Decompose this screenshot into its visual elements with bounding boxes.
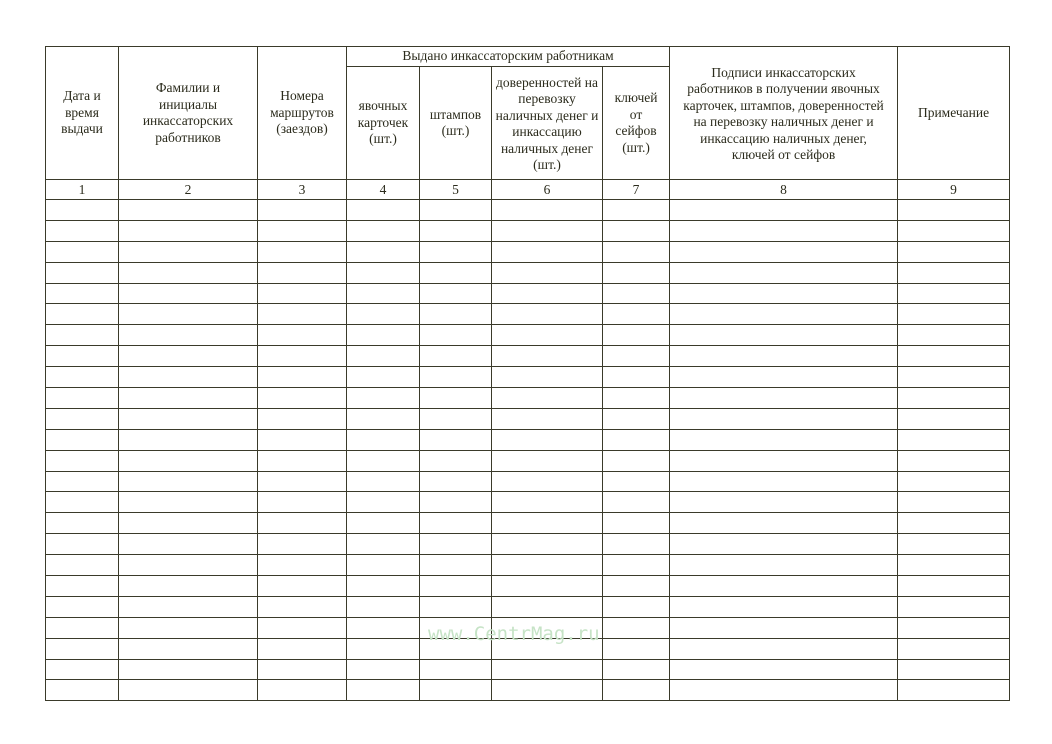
table-cell[interactable]	[46, 200, 119, 221]
table-cell[interactable]	[119, 513, 258, 534]
table-cell[interactable]	[420, 659, 492, 680]
table-cell[interactable]	[420, 596, 492, 617]
column-number: 5	[420, 180, 492, 200]
table-cell[interactable]	[492, 534, 603, 555]
table-cell[interactable]	[258, 325, 347, 346]
table-cell[interactable]	[898, 492, 1010, 513]
table-cell[interactable]	[670, 450, 898, 471]
table-cell[interactable]	[670, 220, 898, 241]
table-cell[interactable]	[492, 200, 603, 221]
column-number-row	[46, 180, 1010, 200]
table-row	[46, 513, 1010, 534]
table-cell[interactable]	[258, 576, 347, 597]
table-cell[interactable]	[258, 555, 347, 576]
table-cell[interactable]	[46, 659, 119, 680]
table-cell[interactable]	[898, 450, 1010, 471]
header-issued-group: Выдано инкассаторским работникам	[347, 47, 670, 67]
table-row	[46, 450, 1010, 471]
table-row	[46, 659, 1010, 680]
table-row	[46, 220, 1010, 241]
table-cell[interactable]	[898, 283, 1010, 304]
table-cell[interactable]	[898, 367, 1010, 388]
table-row	[46, 471, 1010, 492]
table-cell[interactable]	[258, 513, 347, 534]
table-cell[interactable]	[258, 659, 347, 680]
table-cell[interactable]	[670, 513, 898, 534]
table-row	[46, 534, 1010, 555]
table-cell[interactable]	[420, 492, 492, 513]
table-cell[interactable]	[898, 471, 1010, 492]
table-cell[interactable]	[46, 555, 119, 576]
table-row	[46, 283, 1010, 304]
table-cell[interactable]	[492, 659, 603, 680]
column-number: 8	[670, 180, 898, 200]
table-cell[interactable]	[492, 576, 603, 597]
table-cell[interactable]	[347, 367, 420, 388]
table-cell[interactable]	[347, 617, 420, 638]
table-cell[interactable]	[420, 471, 492, 492]
table-cell[interactable]	[670, 408, 898, 429]
column-number: 4	[347, 180, 420, 200]
table-cell[interactable]	[258, 388, 347, 409]
table-cell[interactable]	[46, 471, 119, 492]
table-cell[interactable]	[347, 555, 420, 576]
table-cell[interactable]	[492, 680, 603, 701]
table-cell[interactable]	[119, 200, 258, 221]
table-cell[interactable]	[119, 220, 258, 241]
table-cell[interactable]	[119, 534, 258, 555]
table-cell[interactable]	[347, 325, 420, 346]
table-cell[interactable]	[670, 659, 898, 680]
table-cell[interactable]	[420, 346, 492, 367]
table-cell[interactable]	[258, 304, 347, 325]
journal-table	[45, 46, 1010, 701]
table-cell[interactable]	[347, 638, 420, 659]
table-cell[interactable]	[603, 596, 670, 617]
table-cell[interactable]	[46, 576, 119, 597]
table-row	[46, 576, 1010, 597]
table-cell[interactable]	[603, 304, 670, 325]
table-cell[interactable]	[603, 283, 670, 304]
table-cell[interactable]	[347, 241, 420, 262]
table-cell[interactable]	[670, 471, 898, 492]
table-cell[interactable]	[898, 388, 1010, 409]
table-row	[46, 388, 1010, 409]
table-cell[interactable]	[46, 450, 119, 471]
table-cell[interactable]	[347, 576, 420, 597]
table-cell[interactable]	[898, 408, 1010, 429]
table-cell[interactable]	[46, 241, 119, 262]
table-cell[interactable]	[46, 346, 119, 367]
table-cell[interactable]	[347, 429, 420, 450]
table-cell[interactable]	[670, 304, 898, 325]
table-cell[interactable]	[119, 262, 258, 283]
table-row	[46, 262, 1010, 283]
table-cell[interactable]	[258, 241, 347, 262]
table-cell[interactable]	[46, 596, 119, 617]
table-cell[interactable]	[258, 596, 347, 617]
table-cell[interactable]	[898, 220, 1010, 241]
table-cell[interactable]	[347, 513, 420, 534]
table-cell[interactable]	[420, 555, 492, 576]
table-cell[interactable]	[420, 325, 492, 346]
table-cell[interactable]	[603, 429, 670, 450]
table-cell[interactable]	[347, 450, 420, 471]
table-cell[interactable]	[46, 492, 119, 513]
table-cell[interactable]	[420, 388, 492, 409]
table-cell[interactable]	[492, 596, 603, 617]
table-cell[interactable]	[492, 283, 603, 304]
table-cell[interactable]	[46, 408, 119, 429]
header-notes: Примечание	[898, 47, 1010, 180]
table-cell[interactable]	[492, 492, 603, 513]
watermark: www.CentrMag.ru	[428, 623, 600, 645]
table-cell[interactable]	[603, 367, 670, 388]
table-cell[interactable]	[603, 450, 670, 471]
table-cell[interactable]	[119, 638, 258, 659]
table-cell[interactable]	[119, 408, 258, 429]
table-cell[interactable]	[258, 534, 347, 555]
table-cell[interactable]	[119, 325, 258, 346]
table-cell[interactable]	[603, 513, 670, 534]
table-row	[46, 596, 1010, 617]
table-cell[interactable]	[258, 346, 347, 367]
table-cell[interactable]	[670, 429, 898, 450]
table-cell[interactable]	[119, 304, 258, 325]
table-cell[interactable]	[603, 617, 670, 638]
column-number: 3	[258, 180, 347, 200]
table-cell[interactable]	[898, 617, 1010, 638]
table-cell[interactable]	[603, 659, 670, 680]
table-cell[interactable]	[492, 304, 603, 325]
table-cell[interactable]	[670, 388, 898, 409]
table-cell[interactable]	[670, 367, 898, 388]
table-cell[interactable]	[492, 241, 603, 262]
table-cell[interactable]	[603, 262, 670, 283]
table-cell[interactable]	[603, 346, 670, 367]
table-cell[interactable]	[258, 220, 347, 241]
column-number: 6	[492, 180, 603, 200]
table-cell[interactable]	[898, 638, 1010, 659]
table-cell[interactable]	[420, 283, 492, 304]
table-cell[interactable]	[258, 450, 347, 471]
table-cell[interactable]	[420, 429, 492, 450]
table-cell[interactable]	[898, 325, 1010, 346]
table-cell[interactable]	[258, 638, 347, 659]
table-cell[interactable]	[898, 346, 1010, 367]
table-cell[interactable]	[258, 492, 347, 513]
table-cell[interactable]	[119, 388, 258, 409]
table-cell[interactable]	[119, 241, 258, 262]
table-cell[interactable]	[46, 262, 119, 283]
table-cell[interactable]	[492, 471, 603, 492]
table-cell[interactable]	[119, 596, 258, 617]
table-cell[interactable]	[347, 388, 420, 409]
table-row	[46, 555, 1010, 576]
table-cell[interactable]	[46, 367, 119, 388]
table-row	[46, 367, 1010, 388]
table-cell[interactable]	[603, 534, 670, 555]
table-cell[interactable]	[492, 429, 603, 450]
table-cell[interactable]	[492, 367, 603, 388]
table-cell[interactable]	[420, 680, 492, 701]
table-row	[46, 492, 1010, 513]
table-cell[interactable]	[258, 408, 347, 429]
table-cell[interactable]	[898, 555, 1010, 576]
table-cell[interactable]	[347, 220, 420, 241]
table-row	[46, 325, 1010, 346]
table-cell[interactable]	[420, 304, 492, 325]
table-cell[interactable]	[603, 200, 670, 221]
table-row	[46, 200, 1010, 221]
table-cell[interactable]	[347, 262, 420, 283]
header-safe-keys: ключей от сейфов (шт.)	[603, 67, 670, 180]
table-row	[46, 408, 1010, 429]
table-cell[interactable]	[119, 450, 258, 471]
table-cell[interactable]	[670, 241, 898, 262]
table-cell[interactable]	[898, 262, 1010, 283]
table-cell[interactable]	[347, 659, 420, 680]
table-cell[interactable]	[603, 471, 670, 492]
table-cell[interactable]	[420, 241, 492, 262]
table-cell[interactable]	[258, 471, 347, 492]
table-cell[interactable]	[46, 220, 119, 241]
header-stamps: штампов (шт.)	[420, 67, 492, 180]
table-cell[interactable]	[420, 262, 492, 283]
table-cell[interactable]	[898, 200, 1010, 221]
table-cell[interactable]	[347, 283, 420, 304]
table-cell[interactable]	[898, 513, 1010, 534]
table-cell[interactable]	[420, 367, 492, 388]
table-row	[46, 346, 1010, 367]
table-cell[interactable]	[119, 283, 258, 304]
table-cell[interactable]	[898, 596, 1010, 617]
table-cell[interactable]	[420, 200, 492, 221]
table-cell[interactable]	[420, 513, 492, 534]
table-cell[interactable]	[898, 534, 1010, 555]
table-cell[interactable]	[492, 325, 603, 346]
table-cell[interactable]	[347, 471, 420, 492]
table-cell[interactable]	[119, 555, 258, 576]
table-cell[interactable]	[420, 534, 492, 555]
table-cell[interactable]	[46, 534, 119, 555]
table-cell[interactable]	[46, 325, 119, 346]
table-cell[interactable]	[119, 659, 258, 680]
table-cell[interactable]	[898, 304, 1010, 325]
table-cell[interactable]	[603, 388, 670, 409]
table-cell[interactable]	[898, 241, 1010, 262]
table-cell[interactable]	[347, 346, 420, 367]
table-cell[interactable]	[347, 304, 420, 325]
table-cell[interactable]	[119, 617, 258, 638]
table-cell[interactable]	[492, 513, 603, 534]
table-cell[interactable]	[347, 200, 420, 221]
table-cell[interactable]	[46, 638, 119, 659]
header-routes: Номера маршрутов (заездов)	[258, 47, 347, 180]
table-cell[interactable]	[46, 513, 119, 534]
table-cell[interactable]	[347, 596, 420, 617]
table-cell[interactable]	[258, 680, 347, 701]
table-cell[interactable]	[347, 408, 420, 429]
table-cell[interactable]	[492, 346, 603, 367]
table-cell[interactable]	[119, 471, 258, 492]
table-cell[interactable]	[898, 576, 1010, 597]
table-cell[interactable]	[420, 576, 492, 597]
table-row	[46, 304, 1010, 325]
table-cell[interactable]	[420, 220, 492, 241]
table-cell[interactable]	[898, 429, 1010, 450]
table-cell[interactable]	[492, 262, 603, 283]
table-cell[interactable]	[46, 388, 119, 409]
table-cell[interactable]	[670, 638, 898, 659]
table-cell[interactable]	[492, 555, 603, 576]
table-row	[46, 429, 1010, 450]
table-cell[interactable]	[258, 367, 347, 388]
table-cell[interactable]	[420, 450, 492, 471]
table-cell[interactable]	[258, 262, 347, 283]
table-cell[interactable]	[347, 680, 420, 701]
table-cell[interactable]	[670, 200, 898, 221]
column-number: 1	[46, 180, 119, 200]
table-cell[interactable]	[603, 241, 670, 262]
table-cell[interactable]	[603, 576, 670, 597]
column-number: 7	[603, 180, 670, 200]
table-cell[interactable]	[492, 408, 603, 429]
table-cell[interactable]	[119, 429, 258, 450]
table-cell[interactable]	[670, 492, 898, 513]
table-cell[interactable]	[46, 617, 119, 638]
table-cell[interactable]	[670, 534, 898, 555]
table-cell[interactable]	[670, 283, 898, 304]
table-cell[interactable]	[119, 680, 258, 701]
table-cell[interactable]	[46, 429, 119, 450]
table-cell[interactable]	[670, 680, 898, 701]
table-cell[interactable]	[603, 408, 670, 429]
table-cell[interactable]	[119, 346, 258, 367]
header-names: Фамилии и инициалы инкассаторских работников	[119, 47, 258, 180]
header-date-time: Дата и время выдачи	[46, 47, 119, 180]
table-cell[interactable]	[898, 680, 1010, 701]
table-cell[interactable]	[670, 617, 898, 638]
table-cell[interactable]	[46, 304, 119, 325]
table-cell[interactable]	[603, 220, 670, 241]
header-power-of-attorney: доверенностей на перевозку наличных денег и инкассацию наличных денег (шт.)	[492, 67, 603, 180]
table-cell[interactable]	[492, 450, 603, 471]
table-row	[46, 241, 1010, 262]
header-cards: явочных карточек (шт.)	[347, 67, 420, 180]
table-cell[interactable]	[119, 576, 258, 597]
table-cell[interactable]	[420, 408, 492, 429]
table-cell[interactable]	[492, 220, 603, 241]
table-cell[interactable]	[603, 680, 670, 701]
table-cell[interactable]	[898, 659, 1010, 680]
table-cell[interactable]	[258, 283, 347, 304]
table-cell[interactable]	[46, 680, 119, 701]
table-cell[interactable]	[603, 492, 670, 513]
table-cell[interactable]	[347, 492, 420, 513]
table-cell[interactable]	[670, 555, 898, 576]
table-cell[interactable]	[603, 638, 670, 659]
column-number: 9	[898, 180, 1010, 200]
table-cell[interactable]	[258, 200, 347, 221]
table-cell[interactable]	[46, 283, 119, 304]
table-cell[interactable]	[603, 555, 670, 576]
table-cell[interactable]	[603, 325, 670, 346]
table-cell[interactable]	[347, 534, 420, 555]
table-cell[interactable]	[119, 367, 258, 388]
table-cell[interactable]	[670, 262, 898, 283]
table-cell[interactable]	[670, 325, 898, 346]
table-cell[interactable]	[119, 492, 258, 513]
column-number: 2	[119, 180, 258, 200]
table-cell[interactable]	[670, 346, 898, 367]
table-cell[interactable]	[258, 429, 347, 450]
table-row	[46, 680, 1010, 701]
header-signatures: Подписи инкассаторских работников в получении явочных карточек, штампов, доверенностей на перевозку наличных денег и инкассацию наличных денег, ключей от сейфов	[670, 47, 898, 180]
table-cell[interactable]	[258, 617, 347, 638]
table-cell[interactable]	[670, 576, 898, 597]
table-cell[interactable]	[670, 596, 898, 617]
table-cell[interactable]	[492, 388, 603, 409]
